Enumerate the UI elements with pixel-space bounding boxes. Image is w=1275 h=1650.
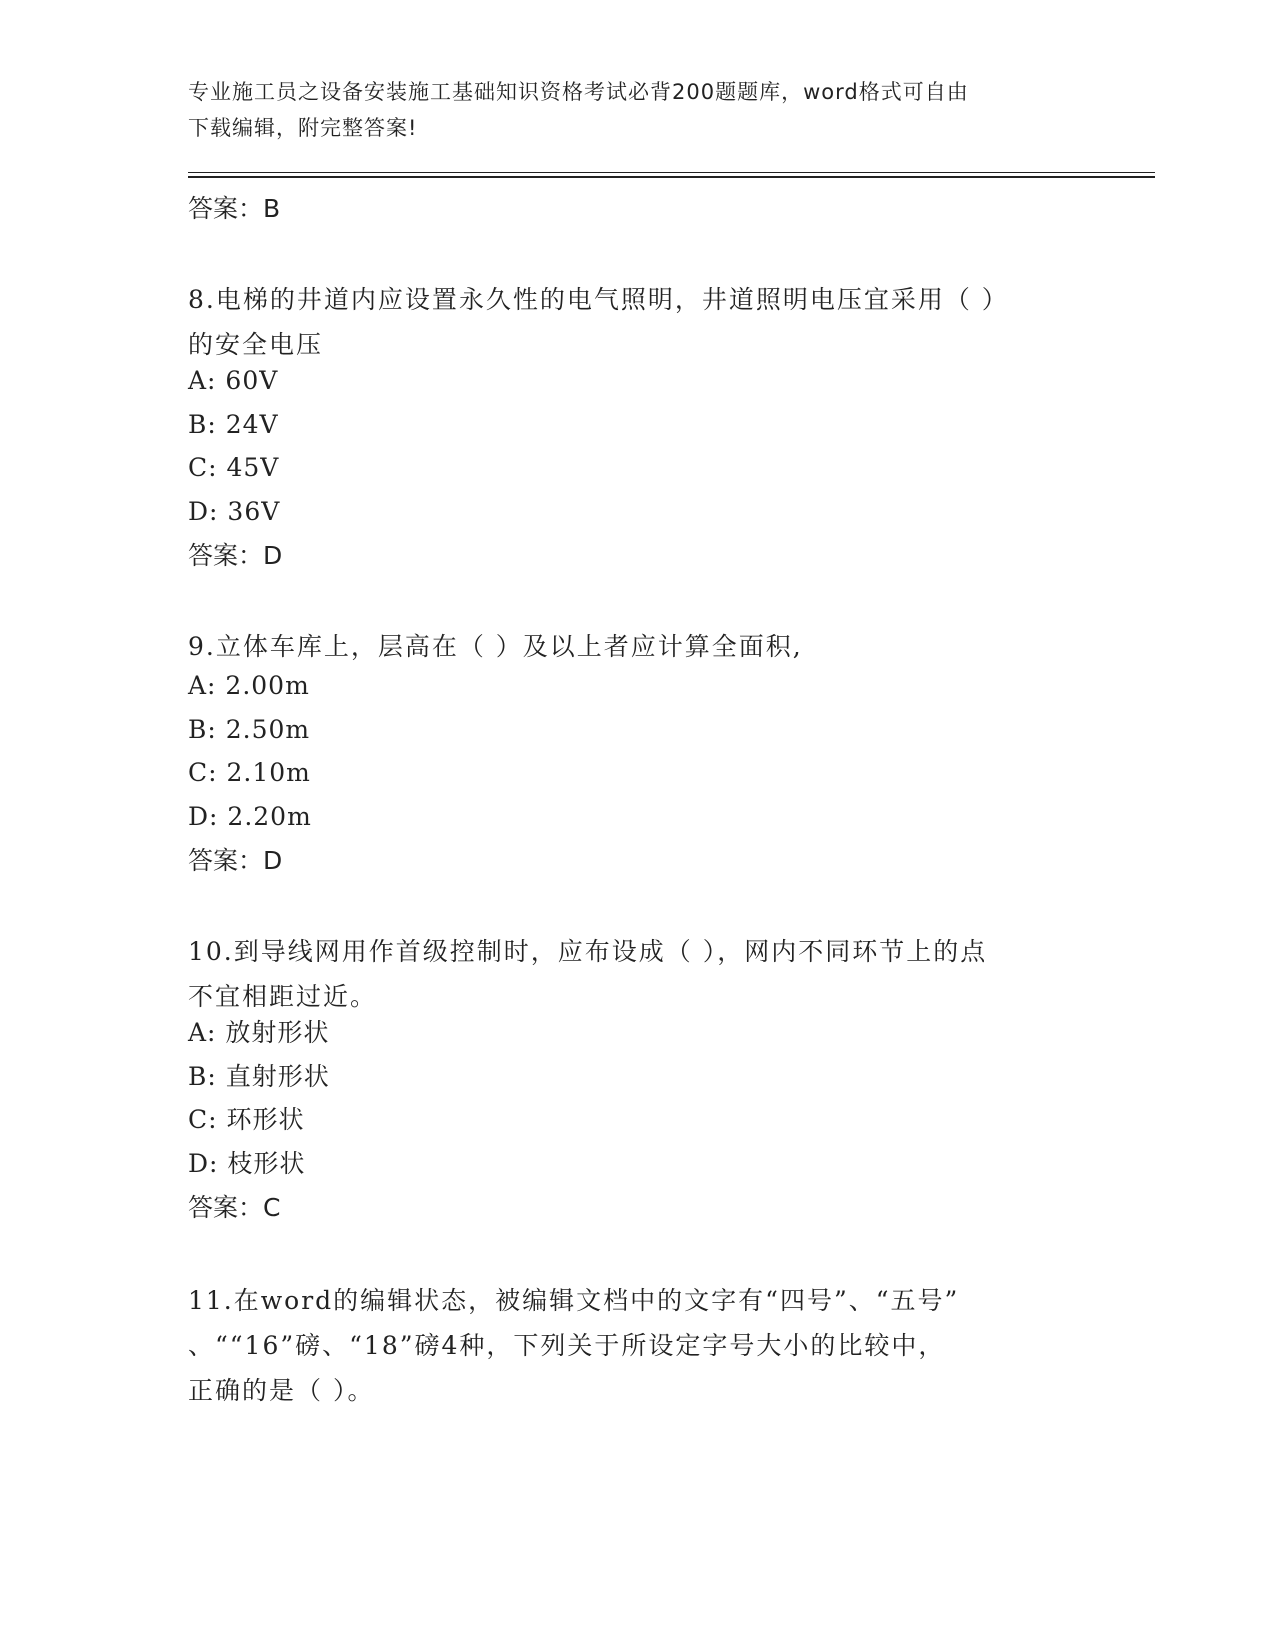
question-10-stem-line-1: 10.到导线网用作首级控制时，应布设成（ ），网内不同环节上的点 <box>188 937 988 966</box>
question-9-stem-line-1: 9.立体车库上，层高在（ ）及以上者应计算全面积, <box>188 632 803 661</box>
answer-q7: 答案：B <box>188 194 281 223</box>
question-8-option-a: A: 60V <box>188 366 279 395</box>
page-header <box>188 74 1068 146</box>
question-10-option-c: C: 环形状 <box>188 1105 305 1134</box>
question-9-option-c: C: 2.10m <box>188 758 311 787</box>
question-8-option-d: D: 36V <box>188 497 281 526</box>
question-10-stem <box>188 929 1068 1019</box>
answer-q10: 答案：C <box>188 1193 281 1222</box>
question-8-stem-line-1: 8.电梯的井道内应设置永久性的电气照明，井道照明电压宜采用（ ） <box>188 285 1009 314</box>
question-8-stem-line-2: 的安全电压 <box>188 330 324 359</box>
question-11-stem <box>188 1278 1068 1413</box>
question-11-stem-line-2: 、““16”磅、“18”磅4种，下列关于所设定字号大小的比较中， <box>188 1331 946 1360</box>
question-10-option-a: A: 放射形状 <box>188 1018 330 1047</box>
question-10-option-d: D: 枝形状 <box>188 1149 306 1178</box>
header-title-line-1: 专业施工员之设备安装施工基础知识资格考试必背200题题库，word格式可自由 <box>188 80 969 104</box>
question-10-stem-line-2: 不宜相距过近。 <box>188 982 378 1011</box>
question-11-stem-line-1: 11.在word的编辑状态，被编辑文档中的文字有“四号”、“五号” <box>188 1286 960 1315</box>
question-10-option-b: B: 直射形状 <box>188 1062 330 1091</box>
question-9-stem <box>188 624 1068 669</box>
answer-q9: 答案：D <box>188 846 283 875</box>
question-9-option-b: B: 2.50m <box>188 715 311 744</box>
question-9-option-a: A: 2.00m <box>188 671 310 700</box>
question-9-option-d: D: 2.20m <box>188 802 312 831</box>
answer-q8: 答案：D <box>188 541 283 570</box>
header-title-line-2: 下载编辑，附完整答案! <box>188 116 418 140</box>
question-11-stem-line-3: 正确的是（ ）。 <box>188 1376 375 1405</box>
header-rule-top <box>188 172 1155 173</box>
question-8-option-b: B: 24V <box>188 410 279 439</box>
question-8-stem <box>188 277 1068 367</box>
header-rule-bottom <box>188 176 1155 178</box>
question-8-option-c: C: 45V <box>188 453 280 482</box>
